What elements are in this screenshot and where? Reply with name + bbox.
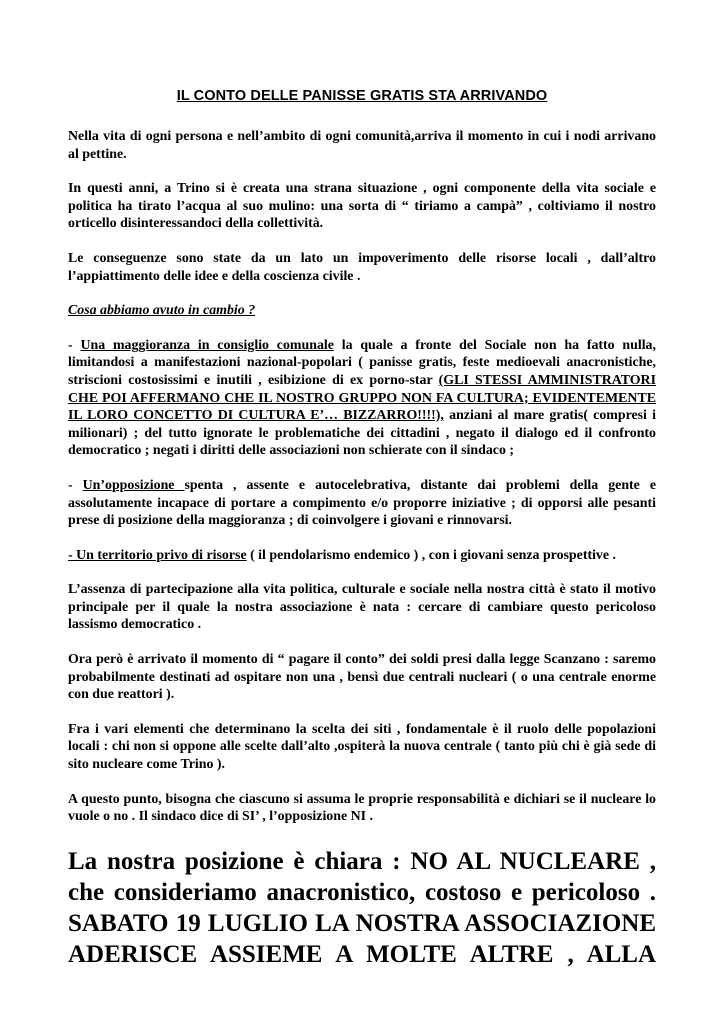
territory-text: ( il pendolarismo endemico ) , con i giovani senza prospettive . [246,547,616,563]
paragraph-opposition [68,477,656,530]
underlined-opposition: Un’opposizione [82,477,185,493]
paragraph-majority [68,337,656,460]
document-page [68,88,656,970]
paragraph-consequences: Le conseguenze sono state da un lato un impoverimento delle risorse locali , dall’altro l’appiattimento delle idee e della coscienza civile . [68,250,656,284]
paragraph-situation: In questi anni, a Trino si è creata una strana situazione , ogni componente della vita sociale e politica ha tirato l’acqua al suo mulino: una sorta di “ tiriamo a campà” , coltiviamo il nostro orticello disinteressandoci della collettività. [68,181,656,232]
dash: - [68,337,81,353]
underlined-caps-remark: (GLI STESSI AMMINISTRATORI CHE POI AFFERMANO CHE IL NOSTRO GRUPPO NON FA CULTURA; EVIDENTEMENTE IL LORO CONCETTO DI CULTURA E’… BIZZARRO!!!!), [68,372,656,424]
majority-text-end: anziani al mare gratis( compresi i milionari) ; del tutto ignorate le problematiche dei cittadini , negato il dialogo ed il confronto democratico ; negati i diritti delle associazioni non schierate con il sindaco ; [68,408,656,459]
paragraph-site-selection: Fra i vari elementi che determinano la scelta dei siti , fondamentale è il ruolo delle popolazioni locali : chi non si oppone alle scelte dall’alto ,ospiterà la nuova centrale ( tanto più chi è già sede di sito nucleare come Trino ). [68,721,656,773]
document-title: IL CONTO DELLE PANISSE GRATIS STA ARRIVANDO [176,88,548,104]
paragraph-responsibility: A questo punto, bisogna che ciascuno si assuma le proprie responsabilità e dichiari se il nucleare lo vuole o no . Il sindaco dice di SI’ , l’opposizione NI . [68,791,656,825]
underlined-majority: Una maggioranza in consiglio comunale [80,337,334,353]
dash: - [68,477,83,493]
underlined-territory: - Un territorio privo di risorse [68,547,247,563]
paragraph-intro: Nella vita di ogni persona e nell’ambito di ogni comunità,arriva il momento in cui i nodi arrivano al pettine. [68,129,656,162]
paragraph-territory [68,547,656,565]
position-statement: La nostra posizione è chiara : NO AL NUCLEARE , che consideriamo anacronistico, costoso e pericoloso . SABATO 19 LUGLIO LA NOSTRA ASSOCIAZIONE ADERISCE ASSIEME A MOLTE ALTRE , ALLA [68,847,656,968]
paragraph-bill: Ora però è arrivato il momento di “ pagare il conto” dei soldi presi dalla legge Scanzano : saremo probabilmente destinati ad ospitare non una , bensì due centrali nucleari ( o una centrale enorme con due reattori ). [68,652,656,703]
section-heading-exchange: Cosa abbiamo avuto in cambio ? [68,303,256,319]
paragraph-participation: L’assenza di partecipazione alla vita politica, culturale e sociale nella nostra città è stato il motivo principale per il quale la nostra associazione è nata : cercare di cambiare questo pericoloso lassismo democratico . [68,582,656,633]
opposition-text: spenta , assente e autocelebrativa, distante dai problemi della gente e assolutamente incapace di portare a compimento e/o proporre iniziative ; di opporsi alle pesanti prese di posizione della maggioranza ; di coinvolgere i giovani e rinnovarsi. [68,477,656,529]
majority-text: la quale a fronte del Sociale non ha fatto nulla, limitandosi a manifestazioni nazional-popolari ( panisse gratis, feste medioevali anacronistiche, striscioni costosissimi e inutili , esibizione di ex porno-star [68,337,656,388]
